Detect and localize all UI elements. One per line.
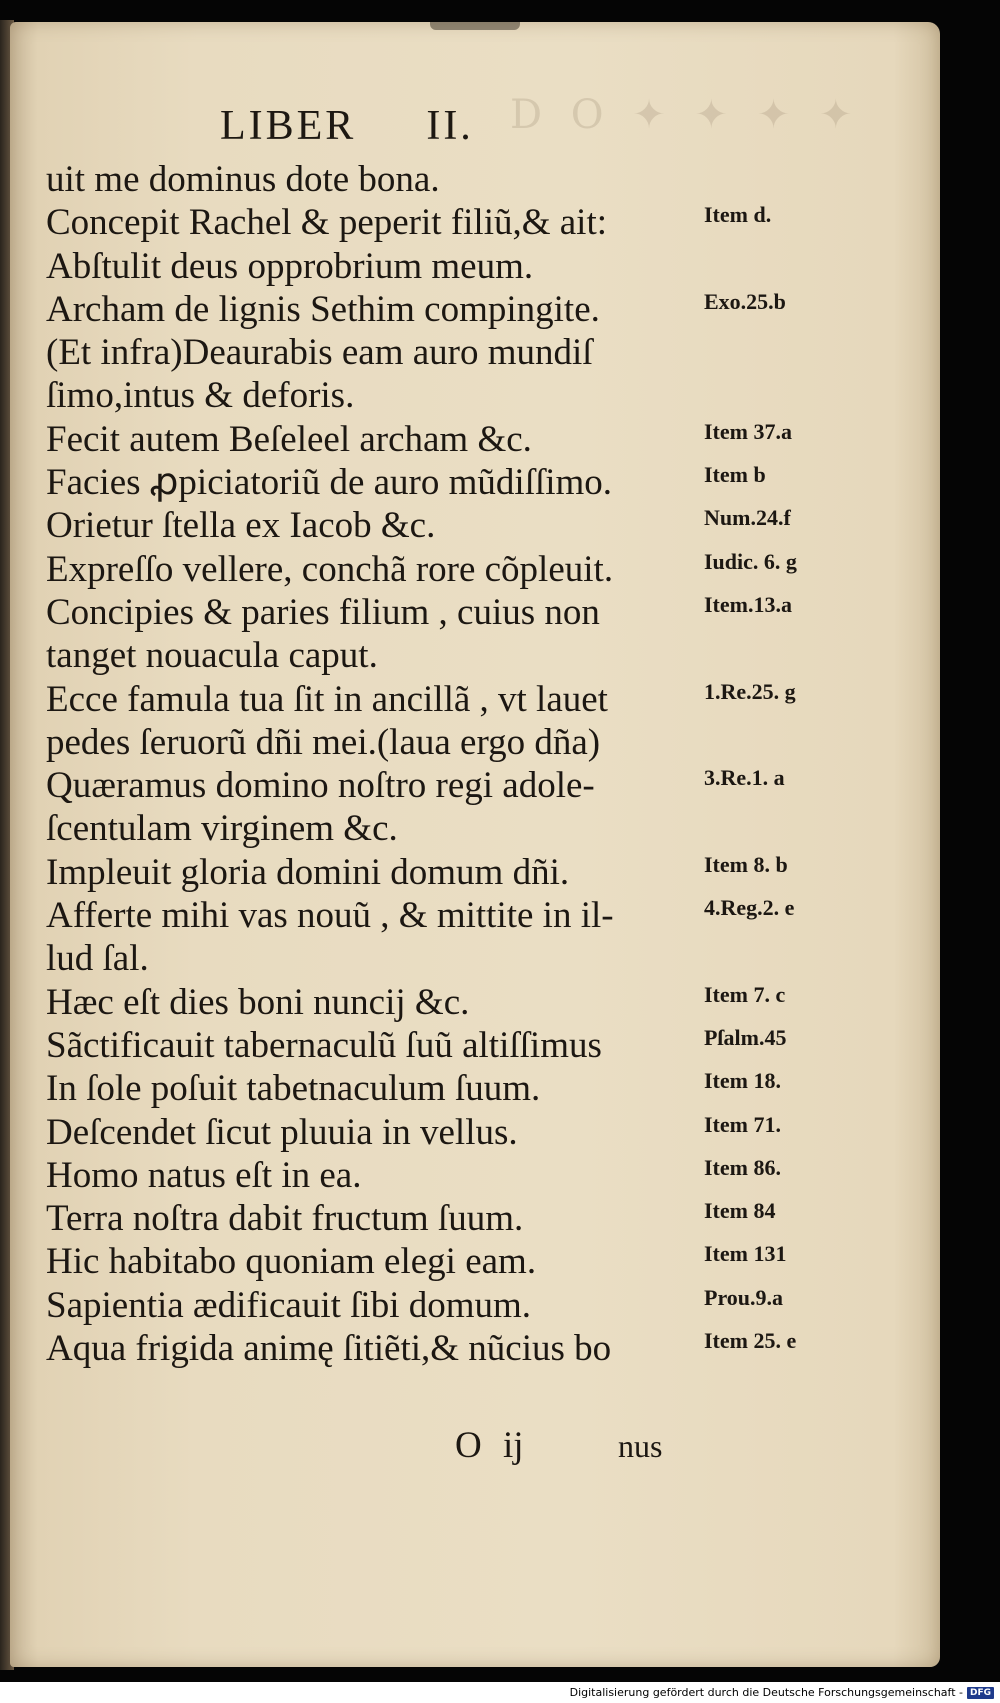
page-top-stain [430, 22, 520, 30]
text-line: Afferte mihi vas nouũ , & mittite in il- [46, 895, 614, 937]
margin-note: Item 18. [704, 1068, 781, 1094]
margin-note: 4.Reg.2. e [704, 895, 795, 921]
margin-note: Item 7. c [704, 981, 786, 1007]
text-line: Terra noſtra dabit fructum ſuum. [46, 1198, 524, 1240]
catchword: nus [618, 1428, 663, 1464]
margin-note: Item d. [704, 202, 772, 228]
text-line: Concepit Rachel & peperit filiũ,& ait: [46, 202, 608, 244]
digitization-footer [0, 1682, 1000, 1703]
text-line: Concipies & paries filium , cuius non [46, 591, 600, 633]
margin-note: Pſalm.45 [704, 1024, 787, 1050]
margin-note: Item 86. [704, 1154, 781, 1180]
margin-note: Item 37.a [704, 418, 792, 444]
text-line: tanget nouacula caput. [46, 635, 378, 677]
margin-note: Item 25. e [704, 1328, 797, 1354]
running-head [220, 102, 620, 158]
signature-number: ij [503, 1425, 524, 1466]
text-line: Fecit autem Beſeleel archam &c. [46, 418, 532, 460]
margin-note [704, 366, 904, 409]
margin-references [704, 158, 904, 1370]
margin-note: 3.Re.1. a [704, 765, 785, 791]
running-head-title: LIBER [220, 103, 357, 149]
margin-note [704, 713, 904, 756]
text-line: Aqua frigida animę ſitiẽti,& nũcius bo [46, 1328, 612, 1370]
text-line: Abſtulit deus opprobrium meum. [46, 245, 534, 287]
text-line: Impleuit gloria domini domum dñi. [46, 851, 570, 893]
text-line: Hic habitabo quoniam elegi eam. [46, 1241, 537, 1283]
margin-note: Item 8. b [704, 851, 788, 877]
text-line: uit me dominus dote bona. [46, 159, 440, 200]
signature-mark: O [455, 1425, 482, 1466]
dfg-logo: DFG [967, 1687, 994, 1699]
margin-note: Item b [704, 462, 766, 488]
text-line: Facies ꝓpiciatoriũ de auro mũdiſſimo. [46, 462, 613, 504]
margin-note [704, 237, 904, 280]
running-head-numeral: II. [426, 103, 474, 149]
text-line: pedes ſeruorũ dñi mei.(laua ergo dña) [46, 721, 601, 763]
margin-note: Prou.9.a [704, 1284, 784, 1310]
margin-note: Item 131 [704, 1241, 787, 1267]
text-line: Quæramus domino noſtro regi adole- [46, 765, 595, 807]
show-through-ghost-text: D O ✦ ✦ ✦ ✦ [510, 92, 861, 138]
text-line: Hæc eſt dies boni nuncij &c. [46, 981, 470, 1023]
margin-note [704, 626, 904, 669]
signature-line [455, 1424, 755, 1474]
text-line: Archam de lignis Sethim compingite. [46, 288, 600, 330]
text-line: Sãctificauit tabernaculũ ſuũ altiſſimus [46, 1024, 602, 1066]
margin-note: 1.Re.25. g [704, 678, 796, 704]
footer-credit: Digitalisierung gefördert durch die Deutsche Forschungsgemeinschaft - [569, 1686, 963, 1699]
text-line: Orietur ſtella ex Iacob &c. [46, 505, 436, 547]
text-line: Sapientia ædificauit ſibi domum. [46, 1284, 532, 1326]
margin-note: Item 84 [704, 1198, 776, 1224]
margin-note: Item 71. [704, 1111, 781, 1137]
main-text-block [46, 158, 706, 1370]
text-line: Expreſſo vellere, conchã rore cõpleuit. [46, 548, 614, 590]
text-line: Deſcendet ſicut pluuia in vellus. [46, 1111, 518, 1153]
book-page [10, 22, 940, 1667]
text-line: ſimo,intus & deforis. [46, 375, 355, 417]
margin-note: Iudic. 6. g [704, 548, 797, 574]
text-line: Ecce famula tua ſit in ancillã , vt lauet [46, 678, 608, 720]
margin-note [704, 799, 904, 842]
text-line: lud ſal. [46, 938, 149, 980]
text-line: (Et infra)Deaurabis eam auro mundiſ [46, 332, 593, 374]
text-line: ſcentulam virginem &c. [46, 808, 398, 850]
margin-note: Item.13.a [704, 591, 792, 617]
margin-note: Exo.25.b [704, 288, 786, 314]
text-line: Homo natus eſt in ea. [46, 1154, 362, 1196]
margin-note [704, 323, 904, 366]
margin-note [704, 150, 904, 193]
margin-note: Num.24.f [704, 505, 791, 531]
margin-note [704, 929, 904, 972]
text-line: In ſole poſuit tabetnaculum ſuum. [46, 1068, 541, 1110]
